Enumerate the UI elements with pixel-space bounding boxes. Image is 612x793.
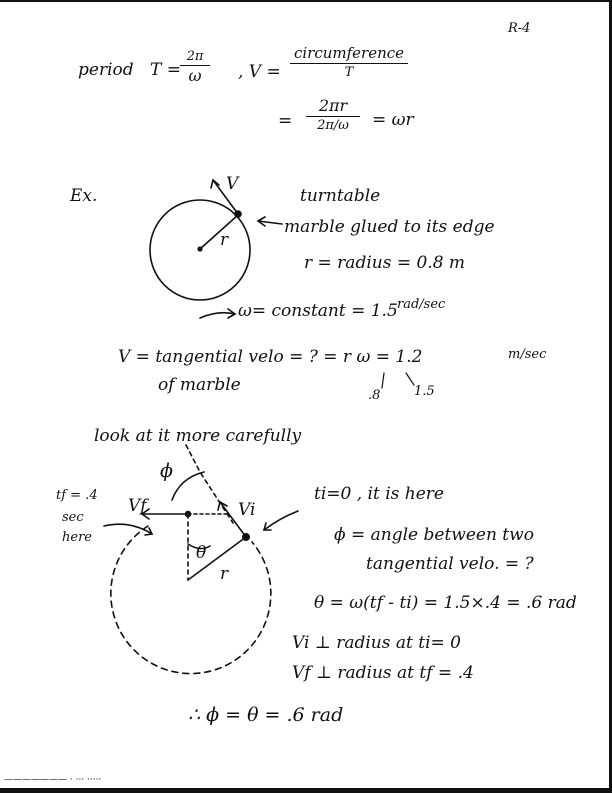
radius-line: r = radius = 0.8 m bbox=[304, 253, 466, 273]
omega-line: ω= constant = 1.5 bbox=[238, 301, 398, 321]
phi-def-2: tangential velo. = ? bbox=[366, 554, 534, 574]
equals-sign: = bbox=[278, 111, 293, 131]
center-dot bbox=[198, 247, 202, 251]
velocity-arrow bbox=[213, 180, 238, 214]
velocity-denominator-2: 2π/ω bbox=[317, 118, 349, 133]
theta-equation: θ = ω(tf - ti) = 1.5×.4 = .6 rad bbox=[314, 593, 577, 613]
period-formula: T = bbox=[150, 60, 181, 80]
theta-arc bbox=[188, 544, 210, 549]
vf-label: Vf bbox=[128, 496, 147, 516]
velocity-denominator: T bbox=[344, 65, 354, 80]
radius-line-drawn bbox=[200, 215, 238, 249]
velocity-result: = ωr bbox=[372, 110, 414, 130]
tf-note-3: here bbox=[62, 530, 92, 545]
phi-def-1: ϕ = angle between two bbox=[334, 525, 534, 545]
tf-note-1: tf = .4 bbox=[56, 488, 98, 503]
tf-note-2: sec bbox=[62, 510, 84, 525]
w-value-pointer bbox=[406, 373, 414, 385]
period-label: period bbox=[78, 60, 134, 80]
perp-final: Vf ⊥ radius at tf = .4 bbox=[292, 663, 474, 683]
vi-label: Vi bbox=[238, 500, 256, 520]
radius-to-vi bbox=[188, 537, 246, 580]
velocity-numerator: circumference bbox=[293, 44, 405, 62]
dashed-circle-arc bbox=[111, 526, 271, 674]
period-denominator: ω bbox=[188, 66, 202, 85]
vi-arrow bbox=[220, 502, 246, 537]
example-label: Ex. bbox=[70, 186, 98, 206]
w-value-note: 1.5 bbox=[414, 384, 435, 399]
velocity-numerator-2: 2πr bbox=[318, 96, 348, 115]
ti-note: ti=0 , it is here bbox=[314, 484, 444, 504]
tangential-line: V = tangential velo = ? = r ω = 1.2 bbox=[118, 347, 423, 367]
marble-note: marble glued to its edge bbox=[284, 217, 495, 237]
omega-unit: rad/sec bbox=[397, 297, 446, 312]
r-value-pointer bbox=[382, 373, 384, 388]
phi-label: ϕ bbox=[160, 460, 173, 482]
period-numerator: 2π bbox=[186, 49, 204, 64]
r-value-note: .8 bbox=[368, 388, 381, 403]
r-label-2: r bbox=[220, 564, 229, 584]
phi-arc bbox=[172, 472, 204, 500]
footer-scan-noise: ——————— · ··· ····· bbox=[4, 775, 102, 785]
perp-initial: Vi ⊥ radius at ti= 0 bbox=[292, 633, 461, 653]
of-marble-label: of marble bbox=[158, 375, 241, 395]
velocity-lhs: , V = bbox=[238, 62, 281, 82]
ti-pointer bbox=[264, 511, 298, 530]
tangential-unit: m/sec bbox=[508, 347, 547, 362]
page-number: R-4 bbox=[508, 21, 531, 36]
radius-label: r bbox=[220, 230, 229, 250]
careful-heading: look at it more carefully bbox=[94, 426, 302, 446]
conclusion: ∴ ϕ = θ = .6 rad bbox=[188, 704, 344, 726]
velocity-vector-label: V bbox=[226, 174, 239, 194]
turntable-label: turntable bbox=[300, 186, 381, 206]
theta-label: θ bbox=[196, 543, 207, 563]
